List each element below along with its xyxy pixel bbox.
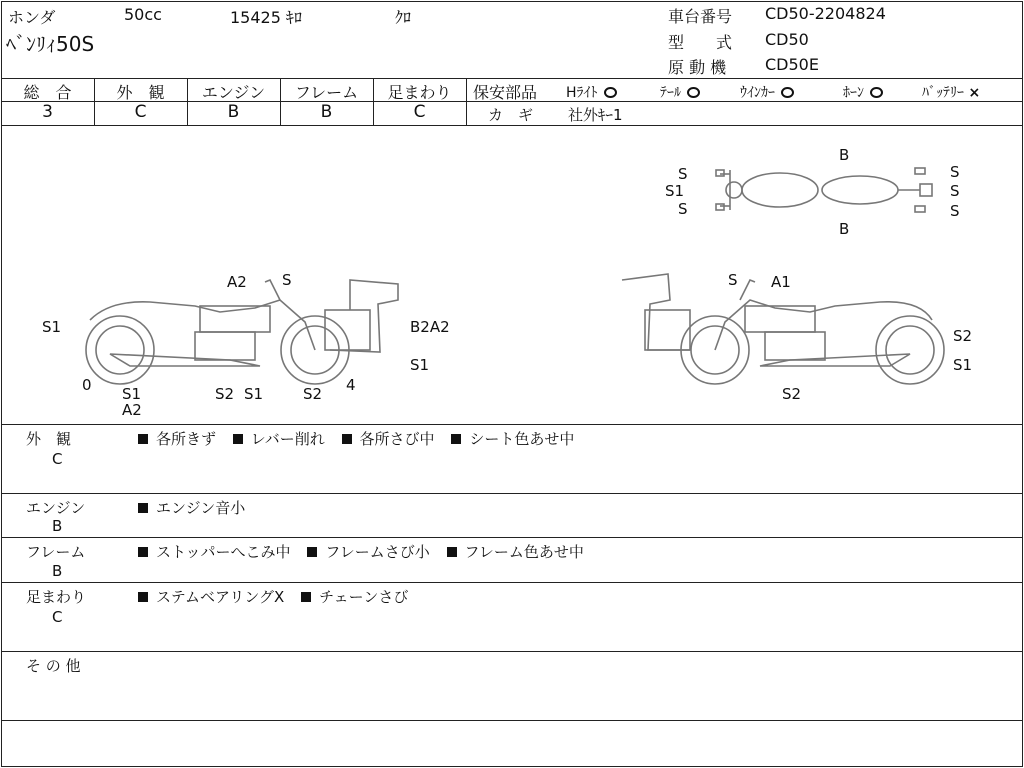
bullet-icon: [342, 434, 352, 444]
left-label-a2: A2: [227, 273, 247, 291]
top-label-b1: B: [839, 146, 850, 164]
left-label-s2-engine: S2: [215, 385, 235, 403]
type-value: CD50: [765, 30, 809, 49]
key-label: カ ギ: [488, 106, 534, 124]
remark-title-suspension: 足まわり: [26, 588, 87, 606]
remark-grade-frame: B: [52, 562, 63, 580]
left-label-s1-engine: S1: [244, 385, 264, 403]
safety-item-headlight: Hﾗｲﾄ: [566, 82, 617, 102]
right-label-s2-engine: S2: [782, 385, 802, 403]
ok-circle-icon: [781, 87, 794, 98]
type-label: 型 式: [668, 33, 733, 52]
grade-value-overall: 3: [42, 102, 53, 122]
bullet-icon: [233, 434, 243, 444]
remark-grade-exterior: C: [52, 450, 63, 468]
left-label-a2-muffler: A2: [122, 401, 142, 419]
remark-items-engine: エンジン音小: [138, 497, 245, 518]
left-label-s1-front: S1: [410, 356, 430, 374]
frame-no-label: 車台番号: [668, 7, 733, 26]
displacement: 50cc: [124, 5, 162, 24]
bullet-icon: [138, 434, 148, 444]
maker: ホンダ: [8, 8, 56, 27]
grade-header-overall: 総 合: [23, 83, 72, 102]
left-label-4: 4: [346, 376, 356, 394]
grade-header-frame: フレーム: [294, 83, 359, 102]
remark-grade-suspension: C: [52, 608, 63, 626]
remark-title-frame: フレーム: [26, 543, 86, 561]
left-label-b2a2: B2A2: [410, 318, 450, 336]
left-label-s1-rear: S1: [42, 318, 62, 336]
left-label-s1-muffler: S1: [122, 385, 142, 403]
top-label-b2: B: [839, 220, 850, 238]
motorcycle-top-view-icon: [690, 160, 950, 220]
engine-value: CD50E: [765, 55, 819, 74]
bullet-icon: [301, 592, 311, 602]
right-label-a1: A1: [771, 273, 791, 291]
right-label-s1-rear: S1: [953, 356, 973, 374]
remark-title-other: そ の 他: [26, 657, 81, 675]
safety-item-battery: ﾊﾞｯﾃﾘｰ ×: [922, 85, 981, 101]
bullet-icon: [138, 592, 148, 602]
grade-header-exterior: 外 観: [116, 83, 165, 102]
right-label-s2-rear: S2: [953, 327, 973, 345]
ok-circle-icon: [870, 87, 883, 98]
remark-grade-engine: B: [52, 517, 63, 535]
bullet-icon: [138, 547, 148, 557]
top-label-s4: S: [950, 182, 960, 200]
left-label-s: S: [282, 271, 292, 289]
safety-item-winker: ｳｲﾝｶｰ: [740, 82, 794, 102]
safety-item-horn: ﾎｰﾝ: [843, 82, 883, 102]
remark-items-exterior: 各所きず レバー削れ 各所さび中 シート色あせ中: [138, 428, 574, 449]
remark-items-suspension: ステムベアリングX チェーンさび: [138, 586, 408, 607]
model-name: ﾍﾞﾝﾘｨ50S: [6, 32, 95, 56]
top-label-s3: S: [950, 163, 960, 181]
bullet-icon: [307, 547, 317, 557]
left-label-s2-fork: S2: [303, 385, 323, 403]
grade-value-frame: B: [320, 102, 333, 122]
safety-item-tail: ﾃｰﾙ: [660, 82, 700, 102]
bullet-icon: [451, 434, 461, 444]
bullet-icon: [447, 547, 457, 557]
engine-label: 原 動 機: [668, 58, 727, 77]
bullet-icon: [138, 503, 148, 513]
left-label-0: 0: [82, 376, 92, 394]
grade-value-engine: B: [227, 102, 240, 122]
grade-value-exterior: C: [134, 102, 147, 122]
remark-items-frame: ストッパーへこみ中 フレームさび小 フレーム色あせ中: [138, 541, 584, 562]
ng-cross-icon: ×: [968, 85, 981, 101]
grade-value-suspension: C: [413, 102, 426, 122]
ok-circle-icon: [604, 87, 617, 98]
grade-header-engine: エンジン: [201, 83, 266, 102]
color: ｸﾛ: [395, 8, 412, 27]
grade-header-suspension: 足まわり: [387, 83, 452, 102]
top-label-s1: S: [678, 165, 688, 183]
top-label-s1b: S1: [665, 182, 685, 200]
frame-no: CD50-2204824: [765, 4, 886, 23]
safety-label: 保安部品: [473, 83, 538, 102]
key-value: 社外ｷｰ1: [568, 106, 623, 124]
remark-title-engine: エンジン: [26, 499, 86, 517]
top-label-s2: S: [678, 200, 688, 218]
right-label-s: S: [728, 271, 738, 289]
top-label-s5: S: [950, 202, 960, 220]
ok-circle-icon: [687, 87, 700, 98]
mileage: 15425 ｷﾛ: [230, 8, 302, 27]
remark-title-exterior: 外 観: [26, 430, 72, 448]
